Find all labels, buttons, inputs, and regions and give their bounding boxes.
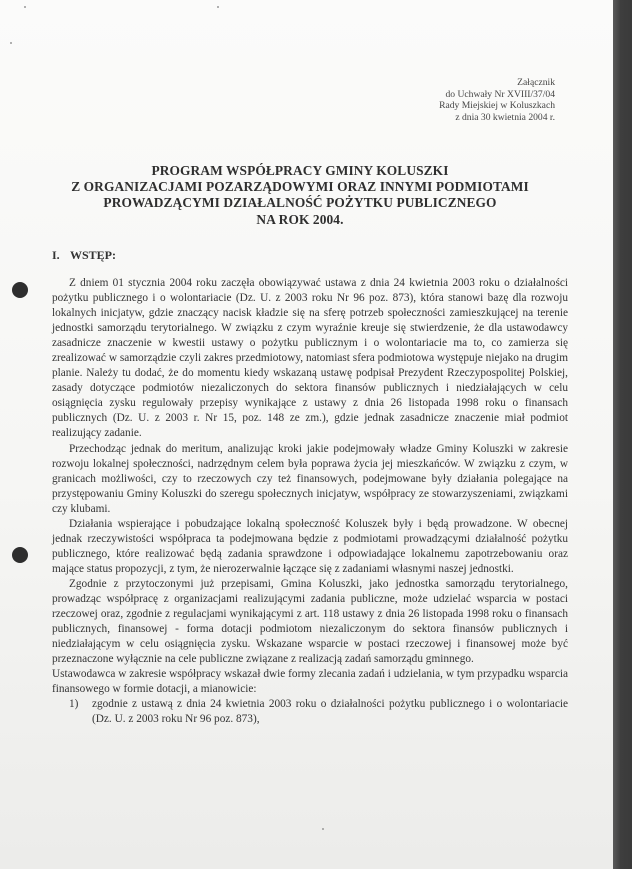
attachment-note xyxy=(439,77,555,123)
scan-edge-shadow xyxy=(613,0,632,869)
numbered-list xyxy=(52,697,568,727)
paragraph: Przechodząc jednak do meritum, analizując kroki jakie podejmowały władze Gminy Koluszki w zakresie rozwoju lokalnej społeczności, nadrzędnym celem była poprawa życia jej mieszkańców. W związku z czym, w granicach możliwości, czy to rzeczowych czy też finansowych, podejmowane były działania polegające na przystępowaniu Gminy Koluszki do szeregu społecznych inicjatyw, współpracy ze stowarzyszeniami, związkami czy klubami. xyxy=(52,442,568,515)
attachment-line: z dnia 30 kwietnia 2004 r. xyxy=(455,111,555,123)
title-line: NA ROK 2004. xyxy=(256,211,344,227)
paragraph: Działania wspierające i pobudzające lokalną społeczność Koluszek były i będą prowadzone. W obecnej jednak rzeczywistości współpraca ta podejmowana będzie z podmiotami prowadzącymi działalność pożytku publicznego, które realizować będą zadania sprawdzone i odpowiadające lokalnemu zapotrzebowaniu oraz mające status propozycji, z tym, że nierozerwalnie łączące się z zadaniami własnymi naszej jednostki. xyxy=(52,517,568,575)
section-number: I. xyxy=(52,248,60,262)
paragraph: Z dniem 01 stycznia 2004 roku zaczęła obowiązywać ustawa z dnia 24 kwietnia 2003 roku o działalności pożytku publicznego i o wolontariacie (Dz. U. z 2003 roku Nr 96 poz. 873), która stanowi bazę dla rozwoju lokalnych inicjatyw, gdzie znaczący nacisk kładzie się na sferę potrzeb społeczności zamieszkującej na terenie jednostki samorządu terytorialnego. W związku z czym wyraźnie kreuje się stwierdzenie, że dla ustawodawcy zasadnicze znaczenie w kwestii ustawy o pożytku publicznym i o wolontariacie ma to, co zamierza się zrealizować w samorządzie czyli zakres przedmiotowy, natomiast sfera podmiotowa występuje niejako na drugim planie. Należy tu dodać, że do momentu kiedy wskazaną ustawę podpisał Prezydent Rzeczypospolitej Polskiej, zasady dotyczące podmiotów niezaliczonych do sektora finansów publicznych i niedziałających w celu osiągnięcia zysku regulowały przepisy wynikające z ustawy z dnia 26 listopada 1998 roku o finansach publicznych (Dz. U. z 2003 r. Nr 15, poz. 148 ze zm.), gdzie jednak zasadnicze znaczenie miał podmiot realizujący zadanie. xyxy=(52,277,568,440)
list-marker: 1) xyxy=(69,698,79,711)
title-line: Z ORGANIZACJAMI POZARZĄDOWYMI ORAZ INNYMI PODMIOTAMI xyxy=(71,179,529,195)
document-title xyxy=(40,163,560,228)
section-title: WSTĘP: xyxy=(70,248,117,262)
attachment-line: Załącznik xyxy=(517,77,555,88)
paragraph: Zgodnie z przytoczonymi już przepisami, Gmina Koluszki, jako jednostka samorządu terytorialnego, prowadząc współpracę z organizacjami realizującymi zadania publiczne, może udzielać wsparcia w postaci rzeczowej oraz, zgodnie z regulacjami wynikającymi z art. 118 ustawy z dnia 26 listopada 1998 roku o finansach publicznych, finansowej - forma dotacji podmiotom niezaliczonym do sektora finansów publicznych i niedziałającym w celu osiągnięcia zysku. Wskazane wsparcie w postaci rzeczowej i finansowej może być przeznaczone wyłącznie na cele publiczne związane z realizacją zadań samorządu gminnego. xyxy=(52,577,568,666)
scan-speck xyxy=(10,42,12,44)
scan-speck xyxy=(24,6,26,8)
attachment-line: Rady Miejskiej w Koluszkach xyxy=(439,100,555,112)
punch-hole xyxy=(12,547,28,563)
punch-hole xyxy=(12,282,28,298)
attachment-line: do Uchwały Nr XVIII/37/04 xyxy=(445,88,555,100)
list-item xyxy=(52,697,568,727)
closing-paragraph: Ustawodawca w zakresie współpracy wskazał dwie formy zlecania zadań i udzielania, w tym przypadku wsparcia finansowego w formie dotacji, a mianowicie: xyxy=(52,668,568,696)
body-text xyxy=(52,276,568,727)
title-line: PROGRAM WSPÓŁPRACY GMINY KOLUSZKI xyxy=(151,163,449,178)
scan-speck xyxy=(217,6,219,8)
section-heading xyxy=(52,248,116,263)
list-item-text: zgodnie z ustawą z dnia 24 kwietnia 2003 roku o działalności pożytku publicznego i o wolontariacie (Dz. U. z 2003 roku Nr 96 poz. 873), xyxy=(92,698,568,726)
scan-speck xyxy=(322,828,324,830)
title-line: PROWADZĄCYMI DZIAŁALNOŚĆ POŻYTKU PUBLICZNEGO xyxy=(103,195,497,211)
